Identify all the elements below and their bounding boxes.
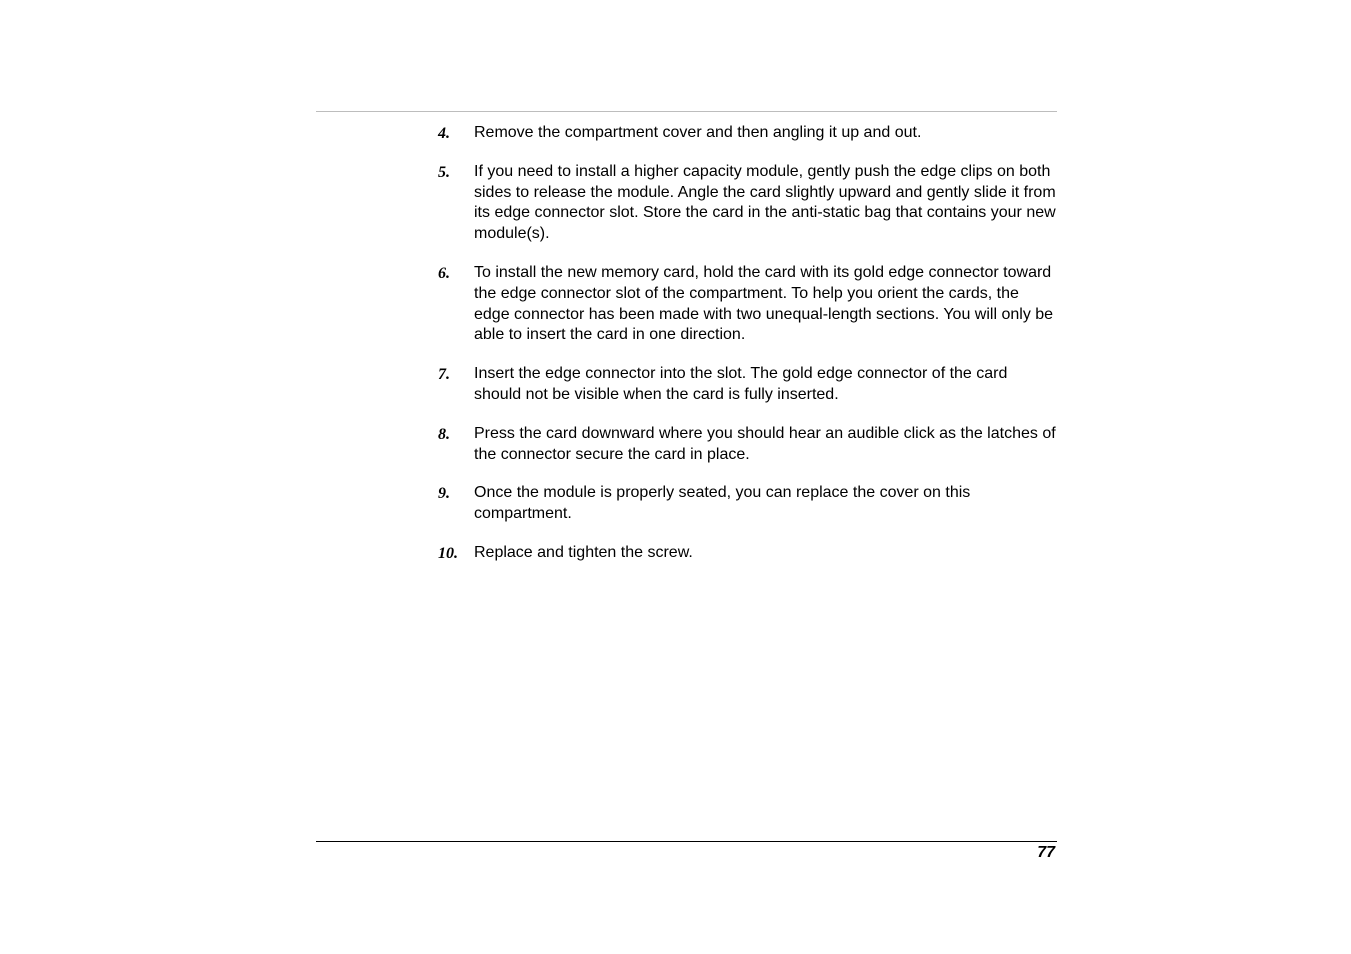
step-number: 8.	[438, 425, 450, 443]
header-rule	[316, 111, 1057, 112]
step-number: 5.	[438, 163, 450, 181]
step-item	[438, 483, 1058, 525]
step-text: Press the card downward where you should hear an audible click as the latches of the connector secure the card in place.	[474, 424, 1056, 463]
step-text: Remove the compartment cover and then angling it up and out.	[474, 124, 922, 141]
step-text: To install the new memory card, hold the card with its gold edge connector toward the edge connector slot of the compartment. To help you orient the cards, the edge connector has been made with two unequal-length sections. You will only be able to insert the card in one direction.	[474, 263, 1054, 344]
step-text: Insert the edge connector into the slot. The gold edge connector of the card should not be visible when the card is fully inserted.	[474, 365, 1008, 403]
step-number: 9.	[438, 485, 450, 503]
step-text: If you need to install a higher capacity module, gently push the edge clips on both sides to release the module. Angle the card slightly upward and gently slide it from its edge connector slot. Store the card in the anti-static bag that contains your new module(s).	[474, 162, 1056, 243]
step-item	[438, 543, 1058, 564]
step-text: Once the module is properly seated, you can replace the cover on this compartment.	[474, 484, 971, 523]
step-item	[438, 424, 1058, 466]
instruction-steps-list	[438, 123, 1058, 582]
step-text: Replace and tighten the screw.	[474, 543, 693, 561]
step-item	[438, 263, 1058, 346]
step-number: 4.	[438, 125, 450, 142]
footer-rule	[316, 841, 1057, 842]
page-number: 77	[1037, 844, 1055, 861]
step-number: 6.	[438, 264, 450, 282]
step-number: 7.	[438, 366, 450, 384]
step-item	[438, 123, 1058, 144]
step-item	[438, 162, 1058, 245]
step-number: 10.	[438, 544, 458, 562]
step-item	[438, 364, 1058, 406]
